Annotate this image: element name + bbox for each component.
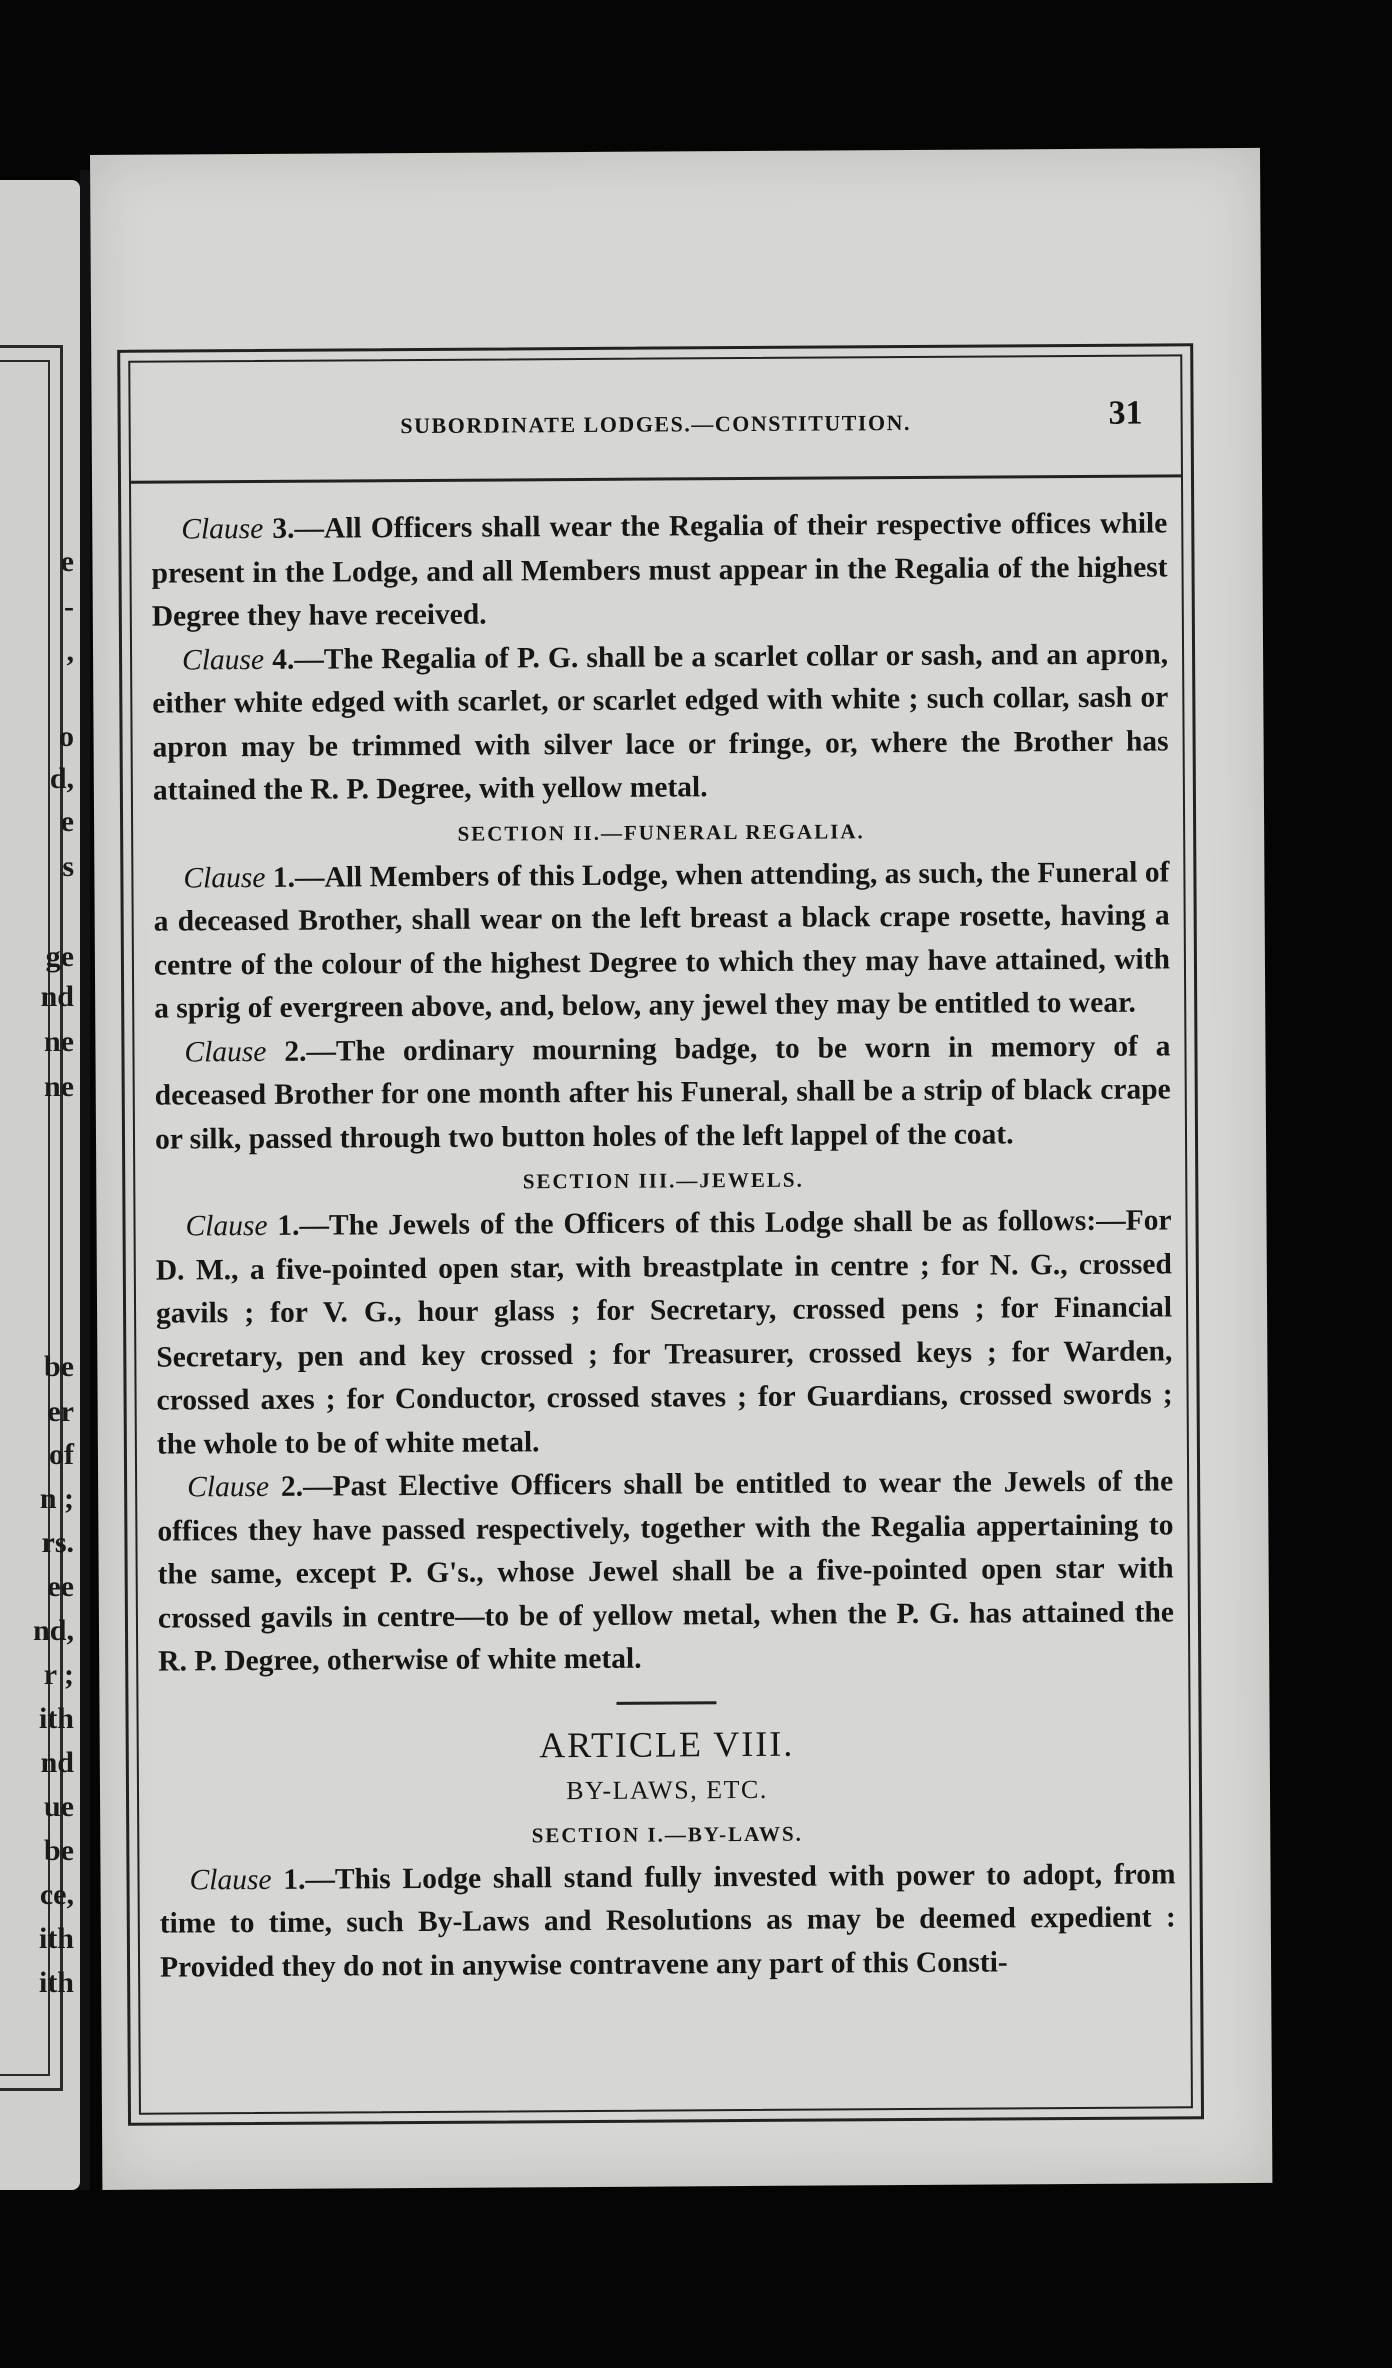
running-header xyxy=(130,356,1181,483)
clause-label: Clause xyxy=(181,512,264,546)
facing-page-edge xyxy=(0,180,80,2190)
facing-page-inner-border xyxy=(0,360,50,2076)
section-heading: SECTION II.—FUNERAL REGALIA. xyxy=(457,818,865,846)
clause-label: Clause xyxy=(181,643,265,676)
article-title: ARTICLE VIII. xyxy=(539,1723,795,1765)
facing-page-fragment: e xyxy=(60,545,74,578)
clause-number: 4. xyxy=(272,643,295,676)
facing-page-fragment: n ; xyxy=(39,1482,74,1515)
facing-page-fragment: nd xyxy=(40,980,74,1013)
clause-label: Clause xyxy=(187,1470,270,1504)
clause-paragraph xyxy=(153,851,1170,1031)
clause-number: 1. xyxy=(272,861,296,894)
facing-page-fragment: ge xyxy=(45,940,74,973)
page-border-inner xyxy=(128,354,1193,2114)
section-heading: SECTION III.—JEWELS. xyxy=(522,1167,804,1194)
facing-page-fragment: ce, xyxy=(39,1878,74,1911)
page-number: 31 xyxy=(1108,394,1143,432)
clause-text: —All Officers shall wear the Regalia of their respective offices while present in the Lodge, and all Members must appear in the Regalia of the highest Degree they have received. xyxy=(151,507,1168,633)
clause-number: 1. xyxy=(283,1863,306,1896)
book-gutter xyxy=(80,170,90,2190)
running-title: SUBORDINATE LODGES.—CONSTITUTION. xyxy=(400,409,912,439)
article-subtitle: BY-LAWS, ETC. xyxy=(566,1774,768,1805)
facing-page-fragment: - xyxy=(64,590,74,623)
facing-page-fragment: e xyxy=(60,805,74,838)
section-heading: SECTION I.—BY-LAWS. xyxy=(531,1821,803,1847)
clause-label: Clause xyxy=(185,1209,268,1243)
clause-paragraph xyxy=(152,633,1169,813)
page-border-outer xyxy=(117,343,1204,2126)
clause-text: —This Lodge shall stand fully invested with power to adopt, from time to time, such By-Laws and Resolutions as may be deemed expedient : Provided they do not in anywise contravene any part of this Consti- xyxy=(159,1857,1176,1984)
facing-page-fragment: ith xyxy=(38,1966,74,1999)
facing-page-fragment: rs. xyxy=(41,1526,74,1559)
facing-page-fragment: o xyxy=(59,720,74,753)
facing-page-fragment: ne xyxy=(44,1070,74,1103)
clause-paragraph xyxy=(154,1025,1171,1162)
clause-paragraph xyxy=(159,1853,1176,1990)
facing-page-fragment: ee xyxy=(47,1570,74,1603)
article-divider xyxy=(616,1701,716,1705)
clause-paragraph xyxy=(155,1199,1173,1466)
facing-page-fragment: ue xyxy=(44,1790,74,1823)
facing-page-fragment: ith xyxy=(38,1922,74,1955)
clause-number: 3. xyxy=(272,512,295,545)
clause-text: —The ordinary mourning badge, to be worn in memory of a deceased Brother for one month after his Funeral, shall be a strip of black crape or silk, passed through two button holes of the left lappel of the coat. xyxy=(154,1029,1171,1156)
facing-page-fragment: nd, xyxy=(33,1614,74,1647)
facing-page-fragment: be xyxy=(44,1350,74,1383)
facing-page-fragment: , xyxy=(66,635,74,668)
facing-page-fragment: nd xyxy=(40,1746,74,1779)
clause-number: 2. xyxy=(280,1470,304,1503)
clause-text: —All Members of this Lodge, when attending, as such, the Funeral of a deceased Brother, shall wear on the left breast a black crape rosette, having a centre of the colour of the highest Degree to which they may have attained, with a sprig of evergreen above, and, below, any jewel they may be entitled to wear. xyxy=(153,855,1171,1025)
clause-text: —The Jewels of the Officers of this Lodge shall be as follows:—For D. M., a five-pointed open star, with breastplate in centre ; for N. G., crossed gavils ; for V. G., hour glass ; for Secretary, crossed pens ; for Financial Secretary, pen and key crossed ; for Treasurer, crossed keys ; for Warden, crossed axes ; for Conductor, crossed staves ; for Guardians, crossed swords ; the whole to be of white metal. xyxy=(155,1204,1173,1461)
facing-page-border xyxy=(0,345,63,2091)
clause-paragraph xyxy=(151,502,1168,639)
clause-label: Clause xyxy=(183,861,266,894)
facing-page-fragment: ith xyxy=(38,1702,74,1735)
facing-page-fragment: be xyxy=(44,1834,74,1867)
facing-page-fragment: s xyxy=(62,850,74,883)
clause-text: —The Regalia of P. G. shall be a scarlet collar or sash, and an apron, either white edged with scarlet, or scarlet edged with white ; such collar, sash or apron may be trimmed with silver lace or fringe, or, where the Brother has attained the R. P. Degree, with yellow metal. xyxy=(152,637,1169,807)
facing-page-fragment: of xyxy=(49,1438,74,1471)
clause-label: Clause xyxy=(184,1035,267,1068)
facing-page-fragment: d, xyxy=(49,762,74,795)
clause-number: 2. xyxy=(284,1035,307,1068)
facing-page-fragment: ne xyxy=(44,1025,74,1058)
clause-number: 1. xyxy=(277,1209,300,1242)
clause-text: —Past Elective Officers shall be entitled to wear the Jewels of the offices they have passed respectively, together with the Regalia appertaining to the same, except P. G's., whose Jewel shall be a five-pointed open star with crossed gavils in centre—to be of yellow metal, when the P. G. has attained the R. P. Degree, otherwise of white metal. xyxy=(157,1465,1175,1678)
book-page xyxy=(90,148,1272,2190)
clause-paragraph xyxy=(157,1460,1174,1684)
facing-page-fragment: r ; xyxy=(43,1658,74,1691)
clause-label: Clause xyxy=(189,1863,272,1896)
facing-page-fragment: er xyxy=(47,1395,74,1428)
page-body xyxy=(151,502,1176,1989)
